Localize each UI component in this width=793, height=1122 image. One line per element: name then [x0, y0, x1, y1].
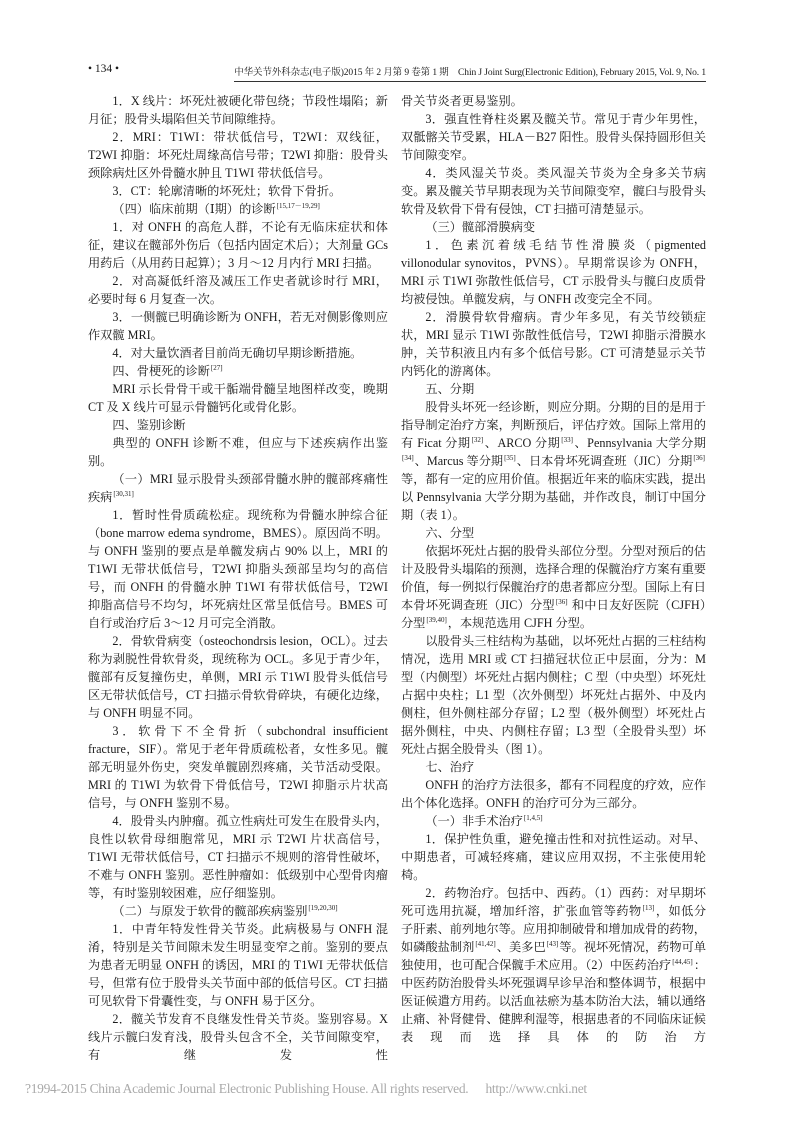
paragraph-text: 、Marcus 等分期	[414, 454, 504, 468]
paragraph	[88, 308, 388, 344]
paragraph-text: 、美多巴	[496, 940, 546, 954]
paragraph-text: 、ARCO 分期	[484, 436, 561, 450]
paragraph	[88, 722, 388, 812]
citation-ref: [41,42]	[475, 940, 496, 948]
paragraph-text: 1．暂时性骨质疏松症。现统称为骨髓水肿综合征（bone marrow edema syndrome，BMES）。原因尚不明。与 ONFH 鉴别的要点是单髋发病占 90% 以上，MRI 的 T1WI 无带状低信号，T2WI 抑脂头颈部呈均匀的高信号，而 ONFH 的骨髓水肿 T1WI 有带状低信号，T2WI 抑脂高信号不均匀，坏死病灶区常呈低信号。BMES 可自行或治疗后 3～12 月可完全消散。	[88, 508, 388, 630]
paragraph	[88, 1010, 388, 1064]
paragraph-text: 骨关节炎者更易鉴别。	[401, 94, 523, 108]
paragraph	[401, 884, 706, 1046]
paragraph-text: 1．色素沉着绒毛结节性滑膜炎（pigmented villonodular synovitos，PVNS）。早期常误诊为 ONFH，MRI 示 T1WI 弥散性低信号，CT 示股骨头与髋臼皮质骨均被侵蚀。单髋发病，与 ONFH 改变完全不同。	[401, 238, 706, 306]
paragraph	[401, 164, 706, 218]
citation-ref: [36]	[555, 598, 568, 606]
paragraph	[401, 110, 706, 164]
paragraph-text: MRI 示长骨骨干或干骺端骨髓呈地图样改变，晚期 CT 及 X 线片可显示骨髓钙化或骨化影。	[88, 382, 388, 414]
paragraph-text: 五、分期	[425, 382, 475, 396]
paragraph-text: 依据坏死灶占据的股骨头部位分型。分型对预后的估计及股骨头塌陷的预测，选择合理的保髋治疗方案有重要价值，每一例拟行保髋治疗的患者都应分型。国际上有日本骨坏死调查班（JIC）分型	[401, 544, 706, 612]
paragraph-text: 2．髋关节发育不良继发性骨关节炎。鉴别容易。X 线片示髋臼发育浅，股骨头包含不全，关节间隙变窄，有继发性	[88, 1012, 388, 1062]
paragraph	[401, 380, 706, 398]
citation-ref: [19,20,30]	[308, 904, 338, 912]
paragraph-text: ，本规范选用 CJFH 分型。	[447, 616, 593, 630]
paragraph-text: 2．MRI：T1WI：带状低信号，T2WI：双线征，T2WI 抑脂：坏死灶周缘高信号带；T2WI 抑脂：股骨头颈除病灶区外骨髓水肿且 T1WI 带状低信号。	[88, 130, 388, 180]
citation-ref: [27]	[210, 364, 223, 372]
paragraph	[401, 632, 706, 758]
paragraph	[88, 182, 388, 200]
citation-ref: [43]	[546, 940, 559, 948]
citation-ref: [1,4,5]	[523, 814, 543, 822]
paragraph	[401, 236, 706, 308]
paragraph-text: 股骨头坏死一经诊断，则应分期。分期的目的是用于指导制定治疗方案，判断预后，评估疗效。国际上常用的有 Ficat 分期	[401, 400, 706, 450]
paragraph	[88, 812, 388, 902]
paragraph	[88, 200, 388, 218]
paragraph	[88, 920, 388, 1010]
paragraph-text: 3．一侧髋已明确诊断为 ONFH，若无对侧影像则应作双髋 MRI。	[88, 310, 388, 342]
paragraph-text: 4．对大量饮酒者目前尚无确切早期诊断措施。	[112, 346, 363, 360]
citation-ref: [35]	[504, 454, 516, 462]
paragraph	[401, 758, 706, 776]
paragraph-text: 4．类风湿关节炎。类风湿关节炎为全身多关节病变。累及髋关节早期表现为关节间隙变窄，髋臼与股骨头软骨及软骨下骨有侵蚀，CT 扫描可清楚显示。	[401, 166, 706, 216]
paragraph-text: 2．骨软骨病变（osteochondrsis lesion，OCL）。过去称为剥脱性骨软骨炎，现统称为 OCL。多见于青少年，髋部有反复撞伤史，单侧，MRI 示 T1WI 股骨头低信号区无带状低信号，CT 扫描示骨软骨碎块，有硬化边缘，与 ONFH 明显不同。	[88, 634, 388, 720]
footer-url[interactable]: http://www.cnki.net	[485, 1081, 587, 1096]
paragraph	[401, 92, 706, 110]
running-header: 中华关节外科杂志(电子版)2015 年 2 月第 9 卷第 1 期 Chin J Joint Surg(Electronic Edition), February 2015, Vol. 9, No. 1	[234, 64, 706, 82]
paragraph-text: 1．保护性负重，避免撞击性和对抗性运动。对早、中期患者，可减轻疼痛，建议应用双拐，不主张使用轮椅。	[401, 832, 706, 882]
paragraph	[88, 362, 388, 380]
citation-ref: [34]	[402, 454, 414, 462]
paragraph	[88, 128, 388, 182]
citation-ref: [32]	[471, 436, 484, 444]
citation-ref: [44,45]	[672, 958, 693, 966]
paragraph-text: 等，都有一定的应用价值。根据近年来的临床实践，提出以 Pennsylvania 大学分期为基础，并作改良，制订中国分期（表 1）。	[401, 472, 706, 522]
left-column	[88, 92, 388, 1064]
right-column	[401, 92, 706, 1046]
paragraph-text: 4．股骨头内肿瘤。孤立性病灶可发生在股骨头内，良性以软骨母细胞常见，MRI 示 T2WI 片状高信号，T1WI 无带状低信号，CT 扫描示不规则的溶骨性破坏，不难与 ONFH 鉴别。恶性肿瘤如：低级别中心型骨肉瘤等，有时鉴别较困难，应仔细鉴别。	[88, 814, 388, 900]
paragraph	[401, 308, 706, 380]
paragraph-text: 3．CT：轮廓清晰的坏死灶；软骨下骨折。	[112, 184, 342, 198]
paragraph-text: 1．X 线片：坏死灶被硬化带包绕；节段性塌陷；新月征；股骨头塌陷但关节间隙维持。	[88, 94, 388, 126]
paragraph-text: （一）非手术治疗	[425, 814, 523, 828]
paragraph-text: （三）髋部滑膜病变	[425, 220, 536, 234]
copyright-notice: ?1994-2015 China Academic Journal Electronic Publishing House. All rights reserved.	[25, 1081, 469, 1096]
paragraph	[88, 92, 388, 128]
paragraph-text: 1．对 ONFH 的高危人群，不论有无临床症状和体征，建议在髋部外伤后（包括内固定术后）；大剂量 GCs 用药后（从用药日起算）；3 月～12 月内行 MRI 扫描。	[88, 220, 388, 270]
paragraph-text: 1．中青年特发性骨关节炎。此病极易与 ONFH 混淆，特别是关节间隙未发生明显变窄之前。鉴别的要点为患者无明显 ONFH 的诱因，MRI 的 T1WI 无带状低信号，但常有位于股骨头关节面中部的低信号区。CT 扫描可见软骨下骨囊性变，与 ONFH 易于区分。	[88, 922, 388, 1008]
citation-ref: [13]	[642, 904, 655, 912]
paragraph-text: 2．对高凝低纤溶及减压工作史者就诊时行 MRI，必要时每 6 月复查一次。	[88, 274, 388, 306]
citation-ref: [39,40]	[426, 616, 447, 624]
paragraph-text: 典型的 ONFH 诊断不难，但应与下述疾病作出鉴别。	[88, 436, 388, 468]
footer	[25, 1081, 587, 1097]
paragraph-text: 六、分型	[425, 526, 475, 540]
citation-ref: [33]	[561, 436, 573, 444]
paragraph-text: （一）MRI 显示股骨头颈部骨髓水肿的髋部疼痛性疾病	[88, 472, 388, 504]
paragraph	[88, 434, 388, 470]
paragraph-text: 等。视坏死情况，药物可单独使用，也可配合保髋手术应用。（2）中医药治疗	[401, 940, 707, 972]
paragraph	[401, 524, 706, 542]
paragraph	[401, 398, 706, 524]
paragraph-text: 七、治疗	[425, 760, 475, 774]
paragraph-text: 3．强直性脊柱炎累及髋关节。常见于青少年男性，双骶髂关节受累，HLA－B27 阳性。股骨头保持圆形但关节间隙变窄。	[401, 112, 706, 162]
citation-ref: [15,17－19,29]	[276, 202, 320, 210]
paragraph	[88, 218, 388, 272]
paragraph	[401, 812, 706, 830]
page-number: • 134 •	[88, 63, 120, 75]
paragraph	[401, 542, 706, 632]
paragraph-text: 以股骨头三柱结构为基础，以坏死灶占据的三柱结构情况，选用 MRI 或 CT 扫描冠状位正中层面，分为：M 型（内侧型）坏死灶占据内侧柱；C 型（中央型）坏死灶占据中央柱；L1 型（次外侧型）坏死灶占据外、中及内侧柱，但外侧柱部分存留；L2 型（极外侧型）坏死灶占据外侧柱，中央、内侧柱存留；L3 型（全股骨头型）坏死灶占据全股骨头（图 1）。	[401, 634, 706, 756]
paragraph-text: 和中日友好医院（CJFH）分型	[401, 598, 706, 630]
paragraph	[88, 902, 388, 920]
paragraph	[88, 416, 388, 434]
paragraph-text: 2．滑膜骨软骨瘤病。青少年多见，有关节绞锁症状，MRI 显示 T1WI 弥散性低信号，T2WI 抑脂示滑膜水肿，关节积液且内有多个低信号影。CT 可清楚显示关节内钙化的游离体。	[401, 310, 706, 378]
paragraph	[88, 380, 388, 416]
paragraph-text: 四、骨梗死的诊断	[112, 364, 210, 378]
paragraph	[88, 506, 388, 632]
paragraph-text: 、日本骨坏死调查班（JIC）分期	[516, 454, 693, 468]
citation-ref: [36]	[693, 454, 705, 462]
paragraph	[401, 218, 706, 236]
paragraph-text: 四、鉴别诊断	[112, 418, 186, 432]
paragraph-text: ，如低分子肝素、前列地尔等。应用抑制破骨和增加成骨的药物，如磷酸盐制剂	[401, 904, 707, 954]
paragraph	[88, 632, 388, 722]
paragraph-text: （四）临床前期（Ⅰ期）的诊断	[112, 202, 276, 216]
paragraph	[88, 272, 388, 308]
paragraph-text: ONFH 的治疗方法很多，都有不同程度的疗效，应作出个体化选择。ONFH 的治疗可分为三部分。	[401, 778, 706, 810]
paragraph	[401, 830, 706, 884]
paragraph	[401, 776, 706, 812]
citation-ref: [30,31]	[113, 490, 134, 498]
paragraph-text: 3．软骨下不全骨折（subchondral insufficient fracture，SIF）。常见于老年骨质疏松者，女性多见。髋部无明显外伤史，突发单髋剧烈疼痛，关节活动受限。MRI 的 T1WI 为软骨下骨低信号，T2WI 抑脂示片状高信号，与 ONFH 鉴别不易。	[88, 724, 388, 810]
paragraph-text: ：中医药防治股骨头坏死强调早诊早治和整体调节，根据中医证候遣方用药。以活血祛瘀为基本防治大法，辅以通络止痛、补肾健骨、健脾利湿等，根据患者的不同临床证候表现而选择具体的防治方	[401, 958, 707, 1044]
paragraph-text: 、Pennsylvania 大学分期	[573, 436, 706, 450]
paragraph	[88, 344, 388, 362]
paragraph-text: 2．药物治疗。包括中、西药。（1）西药：对早期坏死可选用抗凝，增加纤溶，扩张血管等药物	[401, 886, 706, 918]
paragraph-text: （二）与原发于软骨的髋部疾病鉴别	[112, 904, 308, 918]
paragraph	[88, 470, 388, 506]
